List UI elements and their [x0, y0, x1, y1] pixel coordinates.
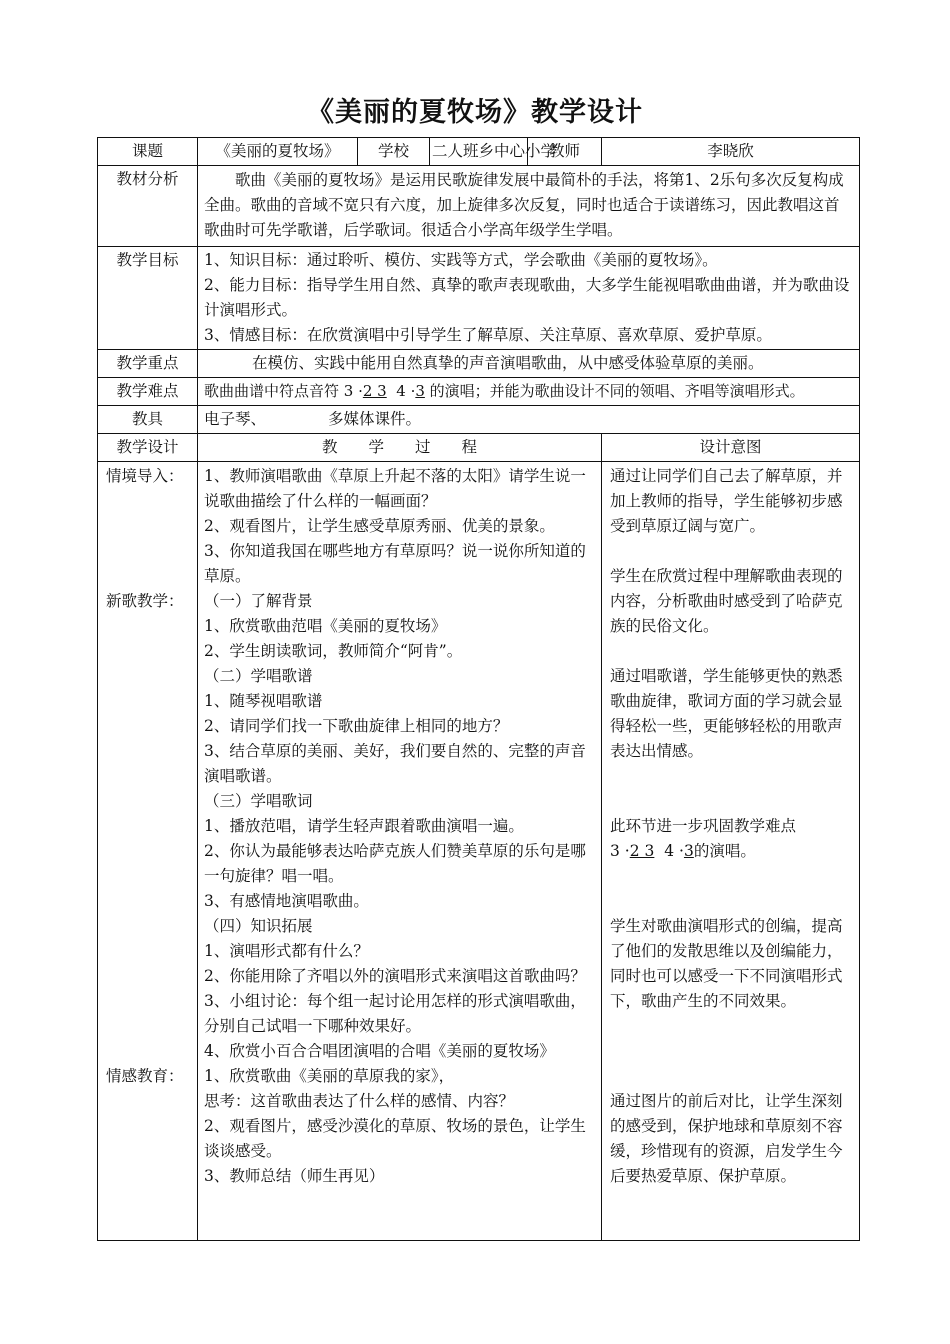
- teacher-value: 李晓欣: [602, 138, 860, 166]
- topic-label: 课题: [98, 138, 198, 166]
- process-step: 4、欣赏小百合合唱团演唱的合唱《美丽的夏牧场》: [204, 1042, 555, 1060]
- process-step: 2、你能用除了齐唱以外的演唱形式来演唱这首歌曲吗？: [204, 967, 586, 985]
- school-label: 学校: [358, 138, 430, 166]
- intent-notes-prefix: 3 ·: [610, 842, 630, 860]
- focus-row: [98, 350, 860, 378]
- focus-text: 在模仿、实践中能用自然真挚的声音演唱歌曲，从中感受体验草原的美丽。: [198, 350, 860, 378]
- difficulty-label: 教学难点: [98, 378, 198, 406]
- stage-new: 新歌教学：: [106, 592, 184, 610]
- process-step: 3、小组讨论：每个组一起讨论用怎样的形式演唱歌曲，分别自己试唱一下哪种效果好。: [204, 992, 586, 1035]
- process-step: 3、有感情地演唱歌曲。: [204, 892, 369, 910]
- process-step: 2、你认为最能够表达哈萨克族人们赞美草原的乐句是哪一句旋律？唱一唱。: [204, 842, 586, 885]
- process-step: 2、学生朗读歌词，教师简介“阿肯”。: [204, 642, 463, 660]
- process-step: 3、教师总结（师生再见）: [204, 1167, 385, 1185]
- process-section: （一）了解背景: [204, 592, 313, 610]
- process-step: 思考：这首歌曲表达了什么样的感情、内容？: [204, 1092, 515, 1110]
- process-step: 2、观看图片，让学生感受草原秀丽、优美的景象。: [204, 517, 555, 535]
- intent-notes-b: 3: [683, 842, 694, 860]
- difficulty-text: [198, 378, 860, 406]
- process-section: （二）学唱歌谱: [204, 667, 313, 685]
- process-column: [198, 462, 602, 1241]
- header-row: [98, 138, 860, 166]
- process-step: 1、播放范唱，请学生轻声跟着歌曲演唱一遍。: [204, 817, 524, 835]
- intent-paragraph: 学生对歌曲演唱形式的创编，提高了他们的发散思维以及创编能力，同时也可以感受一下不同演唱形式下，歌曲产生的不同效果。: [610, 917, 843, 1010]
- design-header-row: [98, 434, 860, 462]
- goals-label: 教学目标: [98, 247, 198, 350]
- intent-header: 设计意图: [602, 434, 860, 462]
- stage-column: [98, 462, 198, 1241]
- tools-item: 电子琴、: [204, 410, 267, 428]
- goal-item: 1、知识目标：通过聆听、模仿、实践等方式，学会歌曲《美丽的夏牧场》。: [204, 251, 718, 269]
- process-step: 1、欣赏歌曲《美丽的草原我的家》，: [204, 1067, 455, 1085]
- intent-paragraph: 通过唱歌谱，学生能够更快的熟悉歌曲旋律，歌词方面的学习就会显得轻松一些，更能够轻松的用歌声表达出情感。: [610, 667, 843, 760]
- tools-row: [98, 406, 860, 434]
- intent-notes-mid: 4 ·: [654, 842, 684, 860]
- tools-label: 教具: [98, 406, 198, 434]
- process-step: 3、结合草原的美丽、美好，我们要自然的、完整的声音演唱歌谱。: [204, 742, 586, 785]
- school-value: 二人班乡中心小学: [430, 138, 528, 166]
- difficulty-suffix: 的演唱；并能为歌曲设计不同的领唱、齐唱等演唱形式。: [424, 382, 805, 400]
- lesson-plan-table: [97, 137, 860, 1241]
- intent-paragraph: 学生在欣赏过程中理解歌曲表现的内容，分析歌曲时感受到了哈萨克族的民俗文化。: [610, 567, 843, 635]
- stage-emotion: 情感教育：: [106, 1067, 184, 1085]
- intent-notes: [610, 839, 853, 864]
- analysis-text: 歌曲《美丽的夏牧场》是运用民歌旋律发展中最简朴的手法，将第1、2乐句多次反复构成全曲。歌曲的音域不宽只有六度，加上旋律多次反复，同时也适合于读谱练习，因此教唱这首歌曲时可先学歌谱，后学歌词。很适合小学高年级学生学唱。: [198, 166, 860, 247]
- design-label: 教学设计: [98, 434, 198, 462]
- page-title: 《美丽的夏牧场》教学设计: [307, 97, 643, 128]
- tools-item: 多媒体课件。: [328, 410, 422, 428]
- process-step: 1、随琴视唱歌谱: [204, 692, 323, 710]
- focus-label: 教学重点: [98, 350, 198, 378]
- goals-row: [98, 247, 860, 350]
- process-step: 2、请同学们找一下歌曲旋律上相同的地方？: [204, 717, 509, 735]
- difficulty-mid: 4 ·: [386, 382, 416, 400]
- process-step: 1、欣赏歌曲范唱《美丽的夏牧场》: [204, 617, 447, 635]
- difficulty-row: [98, 378, 860, 406]
- process-section: （三）学唱歌词: [204, 792, 313, 810]
- tools-text: [198, 406, 860, 434]
- intent-paragraph: 通过图片的前后对比，让学生深刻的感受到，保护地球和草原刻不容缓，珍惜现有的资源，启发学生今后要热爱草原、保护草原。: [610, 1092, 843, 1185]
- process-step: 2、观看图片，感受沙漠化的草原、牧场的景色，让学生谈谈感受。: [204, 1117, 586, 1160]
- intent-paragraph: 通过让同学们自己去了解草原，并加上教师的指导，学生能够初步感受到草原辽阔与宽广。: [610, 467, 843, 535]
- difficulty-notes-a: 2 3: [362, 382, 387, 400]
- teacher-label: 教师: [528, 138, 602, 166]
- process-step: 1、教师演唱歌曲《草原上升起不落的太阳》请学生说一说歌曲描绘了什么样的一幅画面？: [204, 467, 586, 510]
- analysis-row: [98, 166, 860, 247]
- goal-item: 2、能力目标：指导学生用自然、真挚的歌声表现歌曲，大多学生能视唱歌曲曲谱，并为歌曲设计演唱形式。: [204, 276, 850, 319]
- intent-paragraph: 此环节进一步巩固教学难点: [610, 817, 797, 835]
- goal-item: 3、情感目标：在欣赏演唱中引导学生了解草原、关注草原、喜欢草原、爱护草原。: [204, 326, 772, 344]
- stage-intro: 情境导入：: [106, 467, 184, 485]
- difficulty-notes-b: 3: [415, 382, 425, 400]
- intent-column: [602, 462, 860, 1241]
- topic-value: 《美丽的夏牧场》: [198, 138, 358, 166]
- difficulty-prefix: 歌曲曲谱中符点音符 3 ·: [204, 382, 363, 400]
- process-section: （四）知识拓展: [204, 917, 313, 935]
- process-header: 教 学 过 程: [198, 434, 602, 462]
- analysis-label: 教材分析: [98, 166, 198, 247]
- intent-notes-a: 2 3: [629, 842, 655, 860]
- design-body-row: [98, 462, 860, 1241]
- intent-notes-suffix: 的演唱。: [693, 842, 756, 860]
- goals-list: [198, 247, 860, 350]
- process-step: 1、演唱形式都有什么？: [204, 942, 369, 960]
- process-step: 3、你知道我国在哪些地方有草原吗？说一说你所知道的草原。: [204, 542, 586, 585]
